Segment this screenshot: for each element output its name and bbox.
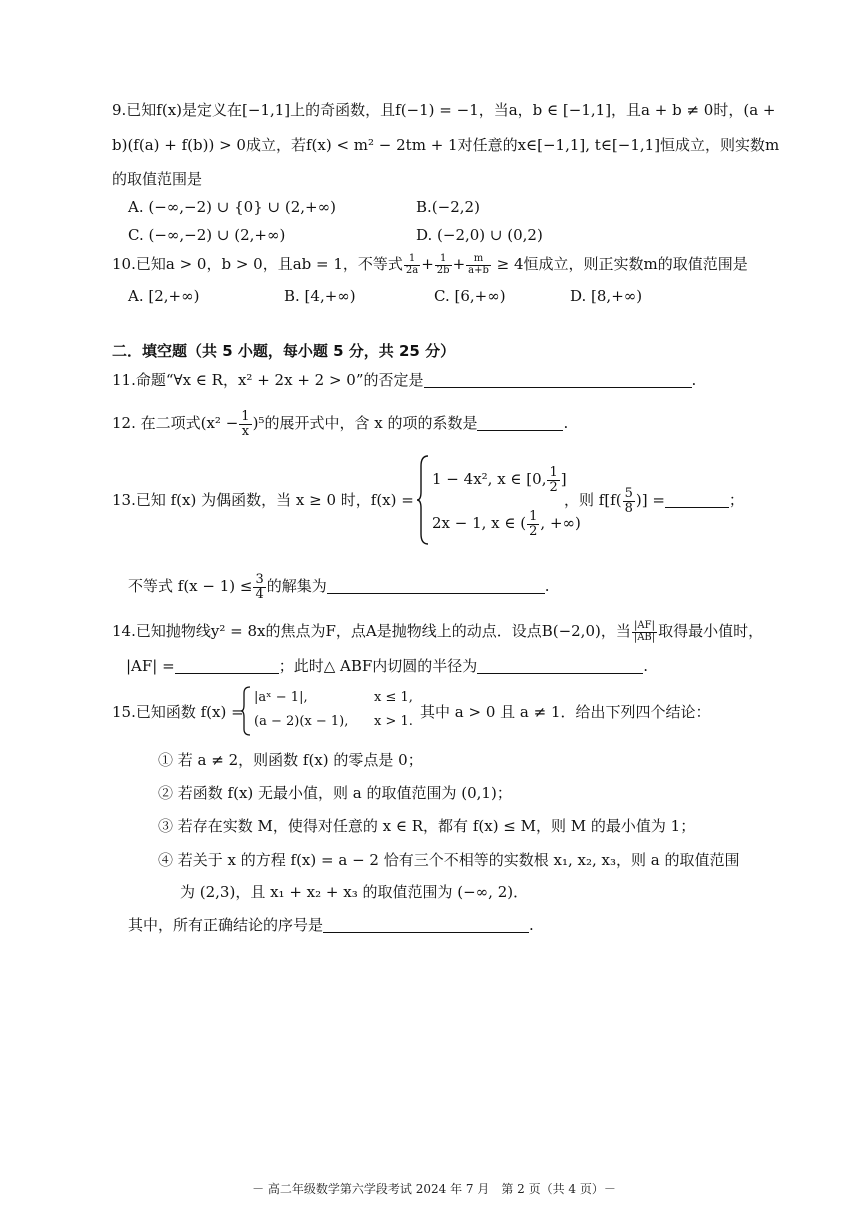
page-footer: － 高二年级数学第六学段考试 2024 年 7 月 第 2 页（共 4 页）－ xyxy=(252,1182,616,1196)
q12-line xyxy=(112,408,568,438)
q13-answer-blank-1[interactable] xyxy=(665,491,729,508)
q15-case1: |aˣ − 1|, xyxy=(254,690,308,705)
q13-pre-line xyxy=(112,490,414,510)
q13-ineq-num: 3 xyxy=(255,571,264,587)
q10-frac3-den: a+b xyxy=(468,264,489,276)
q13-case1-num: 1 xyxy=(549,464,558,480)
q14-line2a: |AF| = xyxy=(126,657,175,675)
q12-end: . xyxy=(563,414,569,432)
q9-option-a: A. (−∞,−2) ∪ {0} ∪ (2,+∞) xyxy=(128,198,336,216)
q13-ineq-post: 的解集为 xyxy=(266,577,327,595)
q15-last-line xyxy=(128,915,534,935)
q15-answer-blank[interactable] xyxy=(323,916,529,933)
q11-answer-blank[interactable] xyxy=(424,371,692,388)
q13-ineq-pre: 不等式 f(x − 1) ≤ xyxy=(128,577,253,595)
q10-option-b: B. [4,+∞) xyxy=(284,287,356,305)
q13-case1 xyxy=(432,462,567,496)
q11-end: . xyxy=(691,371,697,389)
q14-frac-den: |AB| xyxy=(633,631,656,643)
q13-case1-den: 2 xyxy=(549,479,558,495)
q10-frac2 xyxy=(435,254,452,276)
q10-pre: 10.已知a > 0，b > 0，且ab = 1，不等式 xyxy=(112,255,403,273)
q13-ask-text: ，则 f[f( xyxy=(564,491,622,509)
q15-cond2: x > 1. xyxy=(374,714,413,729)
q13-ask-end: )] = xyxy=(635,491,665,509)
q13-ineq-frac xyxy=(253,573,265,601)
section-title: 二．填空题（共 5 小题，每小题 5 分，共 25 分） xyxy=(112,342,456,360)
q11-line xyxy=(112,370,696,390)
q13-case2 xyxy=(432,506,581,540)
q9-line3: 的取值范围是 xyxy=(112,170,203,188)
q14-line1b: 取得最小值时， xyxy=(658,622,764,640)
q15-case2: (a − 2)(x − 1), xyxy=(254,714,349,729)
q13-semi: ； xyxy=(728,491,744,509)
q12-pre: 12. 在二项式 xyxy=(112,414,201,432)
q14-frac xyxy=(632,621,657,643)
q12-exp: )⁵ xyxy=(252,414,265,432)
q13-ineq-den: 4 xyxy=(255,586,264,602)
q12-frac-num: 1 xyxy=(241,408,250,424)
q13-ineq-line xyxy=(128,566,550,606)
q14-line2b: ；此时△ ABF内切圆的半径为 xyxy=(278,657,478,675)
q9-option-b: B.(−2,2) xyxy=(416,198,480,216)
q14-line1-text: 14.已知抛物线y² = 8x的焦点为F，点A是抛物线上的动点．设点B(−2,0)，当 xyxy=(112,622,631,640)
q15-last: 其中，所有正确结论的序号是 xyxy=(128,916,324,934)
q15-statement-1: ① 若 a ≠ 2，则函数 f(x) 的零点是 0； xyxy=(158,751,423,769)
q13-pre: 13.已知 f(x) 为偶函数，当 x ≥ 0 时， xyxy=(112,491,371,509)
q15-statement-3: ③ 若存在实数 M，使得对任意的 x ∈ R，都有 f(x) ≤ M，则 M 的最小值为 1； xyxy=(158,817,696,835)
q10-post: ≥ 4恒成立，则正实数m的取值范围是 xyxy=(491,255,748,273)
q9-option-d: D. (−2,0) ∪ (0,2) xyxy=(416,226,543,244)
q15-cond1: x ≤ 1, xyxy=(374,690,413,705)
q13-case2-text: 2x − 1, x ∈ ( xyxy=(432,514,527,532)
q15-brace xyxy=(240,685,252,737)
q15-post: 其中 a > 0 且 a ≠ 1．给出下列四个结论： xyxy=(420,703,711,721)
q15-statement-2: ② 若函数 f(x) 无最小值，则 a 的取值范围为 (0,1)； xyxy=(158,784,512,802)
q14-line1 xyxy=(112,616,763,646)
q10-option-a: A. [2,+∞) xyxy=(128,287,200,305)
q14-answer-blank-2[interactable] xyxy=(477,657,643,674)
q10-frac2-num: 1 xyxy=(435,254,452,266)
q15-end: . xyxy=(529,916,534,934)
q10-frac2-den: 2b xyxy=(436,264,450,276)
q14-line2 xyxy=(126,656,648,676)
q12-post: 的展开式中，含 x 的项的系数是 xyxy=(264,414,478,432)
q13-ask-num: 5 xyxy=(624,485,633,501)
q15-statement-4b: 为 (2,3)，且 x₁ + x₂ + x₃ 的取值范围为 (−∞, 2)． xyxy=(180,883,529,901)
q13-ask-den: 8 xyxy=(624,500,633,516)
q14-end: . xyxy=(643,657,649,675)
q15-statement-4: ④ 若关于 x 的方程 f(x) = a − 2 恰有三个不相等的实数根 x₁, x₂, x₃，则 a 的取值范围 xyxy=(158,851,740,869)
q14-frac-num: |AF| xyxy=(632,621,657,633)
q13-case2-num: 1 xyxy=(529,508,538,524)
q13-end: . xyxy=(544,577,550,595)
q12-answer-blank[interactable] xyxy=(477,414,563,431)
q10-option-c: C. [6,+∞) xyxy=(434,287,506,305)
q10-frac3-num: m xyxy=(466,254,491,266)
q10-option-d: D. [8,+∞) xyxy=(570,287,643,305)
q9-option-c: C. (−∞,−2) ∪ (2,+∞) xyxy=(128,226,286,244)
q10-frac1 xyxy=(404,254,420,276)
q13-case2-end: , +∞) xyxy=(540,514,581,532)
q13-ask xyxy=(564,482,744,518)
q15-pre: 15.已知函数 f(x) = xyxy=(112,703,244,721)
q12-frac-den: x xyxy=(241,423,250,439)
q12-base: (x² − xyxy=(200,414,239,432)
q9-line2: b)(f(a) + f(b)) > 0成立，若f(x) < m² − 2tm + 1对任意的x∈[−1,1], t∈[−1,1]恒成立，则实数m xyxy=(112,136,780,154)
q13-case2-frac xyxy=(527,510,539,538)
q13-case1-text: 1 − 4x², x ∈ [0, xyxy=(432,470,547,488)
q11-text: 11.命题“∀x ∈ R，x² + 2x + 2 > 0”的否定是 xyxy=(112,371,424,389)
q9-line1: 9.已知f(x)是定义在[−1,1]上的奇函数，且f(−1) = −1，当a，b ∈ [−1,1]，且a + b ≠ 0时，(a + xyxy=(112,101,776,119)
q13-case1-frac xyxy=(547,466,559,494)
q13-case2-den: 2 xyxy=(529,523,538,539)
q10-stem: 10.已知a > 0，b > 0，且ab = 1，不等式 $\frac{1}{2a}$ + $\frac{1}{2b}$ + $\frac{m}{a+b}$ ≥ 4恒成立，则正实数m的取值范围是 xyxy=(112,253,748,276)
q13-fx: f(x) = xyxy=(370,491,414,509)
q10-frac1-den: 2a xyxy=(405,264,419,276)
q12-frac xyxy=(239,410,251,438)
q13-case1-end: ] xyxy=(560,470,567,488)
q10-frac1-num: 1 xyxy=(404,254,420,266)
q10-frac3 xyxy=(466,254,491,276)
q13-ask-frac xyxy=(623,487,635,515)
q13-brace xyxy=(416,454,430,546)
q14-answer-blank-1[interactable] xyxy=(175,657,279,674)
q13-answer-blank-2[interactable] xyxy=(327,577,545,594)
